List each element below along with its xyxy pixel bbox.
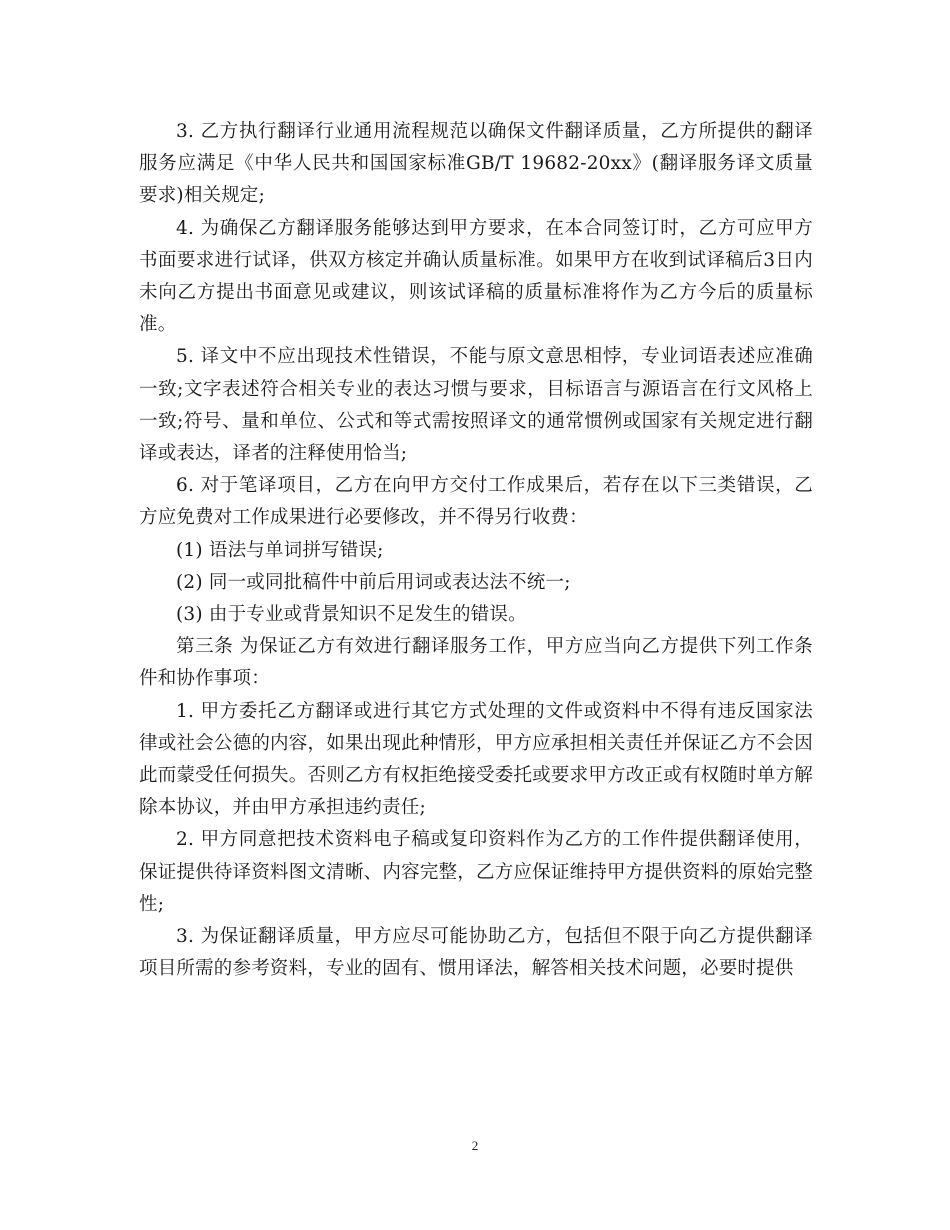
document-body	[139, 116, 813, 985]
paragraph-clause-4: 4. 为确保乙方翻译服务能够达到甲方要求，在本合同签订时，乙方可应甲方书面要求进行试译，供双方核定并确认质量标准。如果甲方在收到试译稿后3日内未向乙方提出书面意见或建议，则该试译稿的质量标准将作为乙方今后的质量标准。	[139, 217, 813, 336]
paragraph-clause-5: 5. 译文中不应出现技术性错误，不能与原文意思相悖，专业词语表述应准确一致;文字表述符合相关专业的表达习惯与要求，目标语言与源语言在行文风格上一致;符号、量和单位、公式和等式需按照译文的通常惯例或国家有关规定进行翻译或表达，译者的注释使用恰当;	[139, 346, 813, 465]
list-item-error-1: (1) 语法与单词拼写错误;	[176, 539, 384, 561]
paragraph-clause-3: 3. 乙方执行翻译行业通用流程规范以确保文件翻译质量，乙方所提供的翻译服务应满足《中华人民共和国国家标准GB/T 19682-20xx》(翻译服务译文质量要求)相关规定;	[139, 121, 813, 207]
paragraph-clause-6: 6. 对于笔译项目，乙方在向甲方交付工作成果后，若存在以下三类错误，乙方应免费对工作成果进行必要修改，并不得另行收费：	[139, 475, 813, 529]
page-number: 2	[471, 1138, 479, 1153]
list-item-error-2: (2) 同一或同批稿件中前后用词或表达法不统一;	[176, 571, 571, 593]
list-item-error-3: (3) 由于专业或背景知识不足发生的错误。	[176, 604, 527, 626]
article-three-heading: 第三条 为保证乙方有效进行翻译服务工作，甲方应当向乙方提供下列工作条件和协作事项：	[139, 636, 813, 690]
paragraph-article3-item-1: 1. 甲方委托乙方翻译或进行其它方式处理的文件或资料中不得有违反国家法律或社会公德的内容，如果出现此种情形，甲方应承担相关责任并保证乙方不会因此而蒙受任何损失。否则乙方有权拒绝接受委托或要求甲方改正或有权随时单方解除本协议，并由甲方承担违约责任;	[139, 700, 813, 819]
paragraph-article3-item-2: 2. 甲方同意把技术资料电子稿或复印资料作为乙方的工作件提供翻译使用，保证提供待译资料图文清晰、内容完整，乙方应保证维持甲方提供资料的原始完整性;	[139, 829, 813, 915]
paragraph-article3-item-3: 3. 为保证翻译质量，甲方应尽可能协助乙方，包括但不限于向乙方提供翻译项目所需的参考资料，专业的固有、惯用译法，解答相关技术问题，必要时提供	[139, 926, 813, 980]
